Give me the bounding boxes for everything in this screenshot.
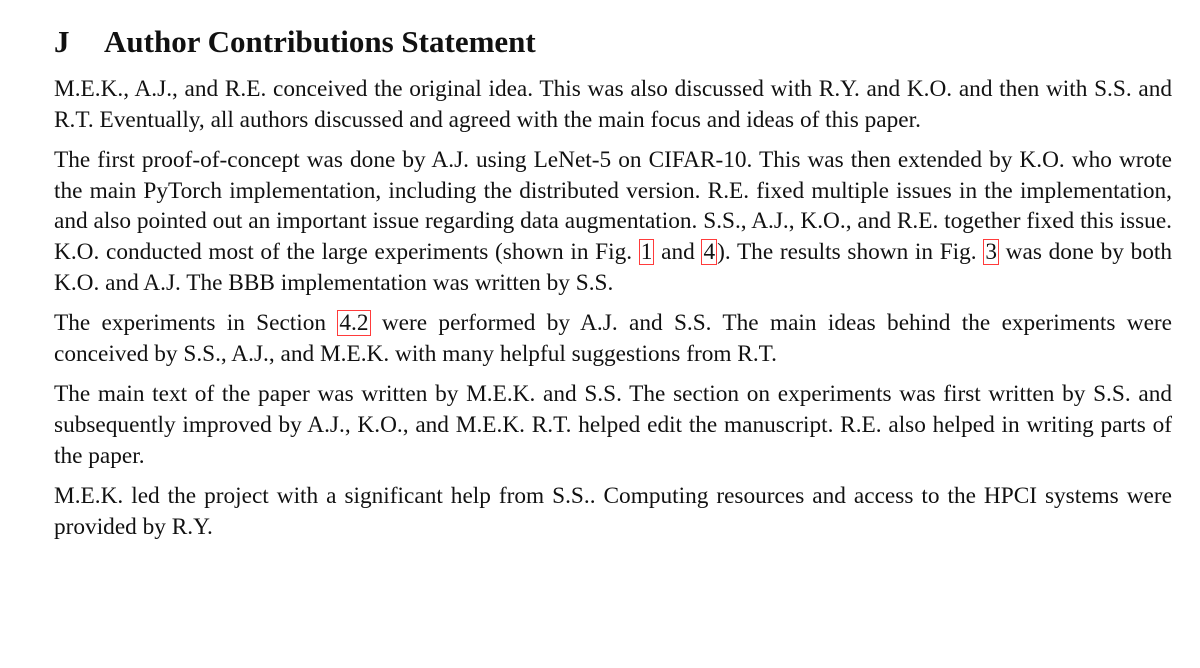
section-heading — [54, 22, 1172, 62]
paragraph-idea: M.E.K., A.J., and R.E. conceived the original idea. This was also discussed with R.Y. and K.O. and then with S.S. and R.T. Eventually, all authors discussed and agreed with the main focus and ideas of this paper. — [54, 76, 1172, 133]
paragraph-text: and — [654, 238, 702, 265]
figure-ref-link[interactable]: 3 — [985, 238, 997, 265]
paragraph-text: The experiments in Section — [54, 310, 338, 337]
paragraph-text: ). The results shown in Fig. — [717, 238, 984, 265]
paragraph-text: were performed by A.J. and S.S. The main ideas behind the experiments were conceived by S.S., A.J., and M.E.K. with many helpful suggestions from R.T. — [54, 310, 1173, 367]
document-page — [54, 22, 1172, 552]
section-title: Author Contributions Statement — [104, 24, 536, 59]
paragraph-implementation — [54, 145, 1172, 298]
paragraph-text: The first proof-of-concept was done by A.J. using LeNet-5 on CIFAR-10. This was then extended by K.O. who wrote the main PyTorch implementation, including the distributed version. R.E. fixed multiple issues in the implementation, and also pointed out an important issue regarding data augmentation. S.S., A.J., K.O., and R.E. together fixed this issue. K.O. conducted most of the large experiments (shown in Fig. — [54, 147, 1172, 265]
paragraph-writing: The main text of the paper was written by M.E.K. and S.S. The section on experiments was first written by S.S. and subsequently improved by A.J., K.O., and M.E.K. R.T. helped edit the manuscript. R.E. also helped in writing parts of the paper. — [54, 381, 1172, 469]
section-number: J — [54, 24, 70, 59]
figure-ref-link[interactable]: 1 — [640, 238, 653, 265]
paragraph-text: was done by both K.O. and A.J. The BBB implementation was written by S.S. — [54, 238, 1172, 296]
paragraph-experiments — [54, 308, 1172, 369]
section-ref-link[interactable]: 4.2 — [339, 310, 369, 337]
figure-ref-link[interactable]: 4 — [703, 238, 716, 265]
paragraph-leadership: M.E.K. led the project with a significant help from S.S.. Computing resources and access to the HPCI systems were provided by R.Y. — [54, 483, 1172, 540]
